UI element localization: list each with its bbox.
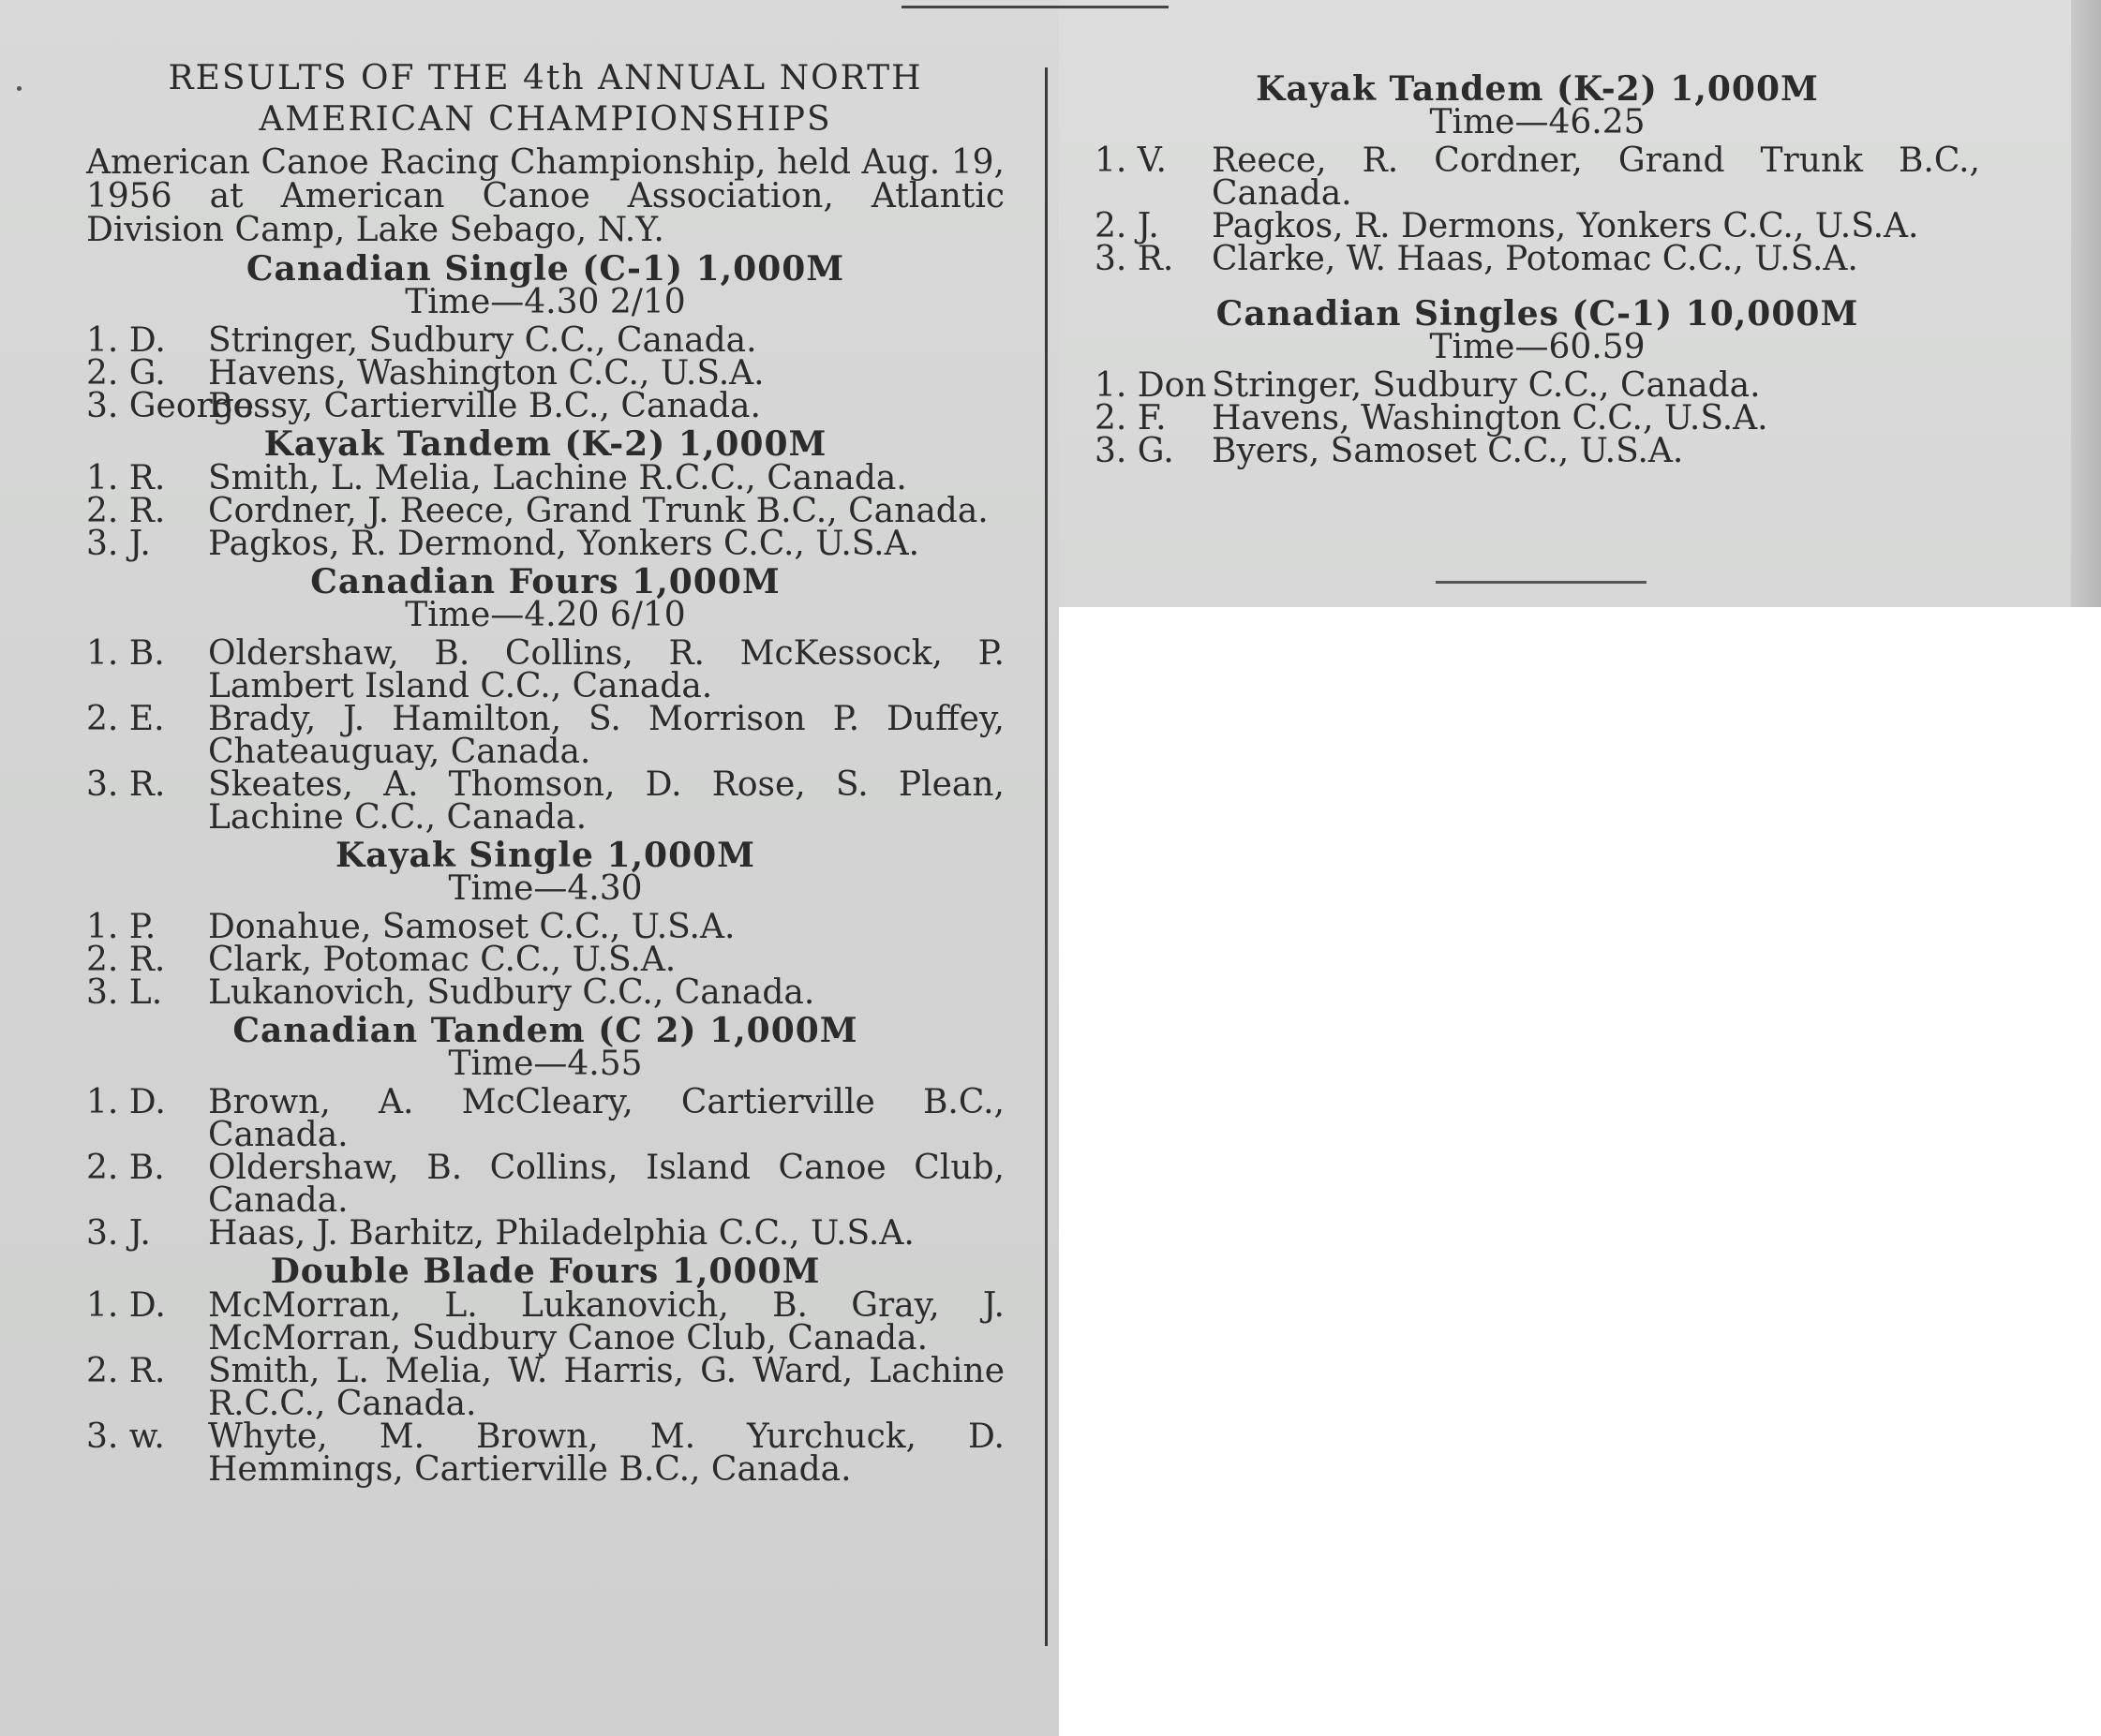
result-place: 1. D.: [86, 321, 166, 360]
intro-paragraph: American Canoe Racing Championship, held Aug. 19, 1956 at American Canoe Association, Atlantic Division Camp, Lake Sebago, N.Y.: [86, 143, 1005, 249]
top-rule: [901, 6, 1169, 8]
result-row: [86, 1352, 1005, 1423]
result-place: 3. R.: [1095, 240, 1174, 278]
page-title-line1: RESULTS OF THE 4th ANNUAL NORTH: [168, 59, 923, 97]
result-row: [86, 459, 1005, 497]
result-place: 3. George: [86, 387, 255, 425]
result-row: [86, 525, 1005, 563]
result-row: [1095, 141, 1980, 213]
speck: [17, 86, 22, 91]
result-text: Pagkos, R. Dermond, Yonkers C.C., U.S.A.: [208, 525, 920, 563]
event-time: Time—4.20 6/10: [405, 596, 686, 634]
result-place: 2. R.: [86, 1352, 166, 1390]
result-row: [86, 634, 1005, 705]
result-place: 2. B.: [86, 1149, 165, 1187]
result-text: Bossy, Cartierville B.C., Canada.: [208, 387, 761, 425]
result-text: Skeates, A. Thomson, D. Rose, S. Plean, Lachine C.C., Canada.: [208, 765, 1005, 837]
result-text: Clarke, W. Haas, Potomac C.C., U.S.A.: [1212, 240, 1858, 278]
event-title: Kayak Tandem (K-2) 1,000M: [1256, 69, 1819, 109]
result-place: 3. J.: [86, 525, 151, 563]
result-text: Brown, A. McCleary, Cartierville B.C., Canada.: [208, 1083, 1005, 1154]
result-place: 1. V.: [1095, 141, 1167, 180]
result-place: 2. E.: [86, 700, 165, 738]
result-text: Donahue, Samoset C.C., U.S.A.: [208, 908, 736, 946]
result-row: [86, 1149, 1005, 1220]
paper-edge: [2071, 0, 2101, 607]
result-place: 1. Don: [1095, 366, 1207, 405]
result-row: [1095, 432, 1980, 470]
result-place: 3. G.: [1095, 432, 1174, 470]
result-text: Byers, Samoset C.C., U.S.A.: [1212, 432, 1684, 470]
result-text: Smith, L. Melia, Lachine R.C.C., Canada.: [208, 459, 907, 497]
end-rule: [1436, 581, 1647, 584]
result-row: [86, 700, 1005, 771]
event-section: [86, 251, 1005, 423]
result-text: Pagkos, R. Dermons, Yonkers C.C., U.S.A.: [1212, 207, 1919, 245]
result-row: [86, 1286, 1005, 1358]
result-place: 3. L.: [86, 973, 163, 1012]
right-column: [1095, 67, 1980, 488]
result-place: 1. R.: [86, 459, 166, 497]
result-row: [86, 354, 1005, 393]
result-text: Lukanovich, Sudbury C.C., Canada.: [208, 973, 815, 1012]
event-section: [86, 1011, 1005, 1253]
column-divider: [1045, 67, 1048, 1646]
result-text: Reece, R. Cordner, Grand Trunk B.C., Canada.: [1212, 141, 1980, 213]
result-place: 3. w.: [86, 1417, 165, 1456]
result-text: Cordner, J. Reece, Grand Trunk B.C., Canada.: [208, 492, 989, 530]
result-place: 2. R.: [86, 492, 166, 530]
result-text: Havens, Washington C.C., U.S.A.: [1212, 399, 1768, 438]
result-place: 2. R.: [86, 941, 166, 979]
page-title-line2: AMERICAN CHAMPIONSHIPS: [259, 100, 832, 139]
result-place: 1. D.: [86, 1286, 166, 1325]
result-place: 1. B.: [86, 634, 165, 673]
result-place: 1. D.: [86, 1083, 166, 1121]
result-text: Stringer, Sudbury C.C., Canada.: [1212, 366, 1761, 405]
result-place: 1. P.: [86, 908, 156, 946]
result-text: Oldershaw, B. Collins, Island Canoe Club, Canada.: [208, 1149, 1005, 1220]
event-title: Canadian Tandem (C 2) 1,000M: [232, 1011, 858, 1050]
result-row: [1095, 366, 1980, 405]
event-title: Canadian Singles (C-1) 10,000M: [1215, 294, 1859, 334]
result-text: Whyte, M. Brown, M. Yurchuck, D. Hemmings, Cartierville B.C., Canada.: [208, 1417, 1005, 1489]
result-row: [86, 765, 1005, 837]
event-time: Time—4.55: [448, 1045, 643, 1083]
event-title: Canadian Fours 1,000M: [310, 562, 781, 601]
result-row: [86, 492, 1005, 530]
event-title: Kayak Tandem (K-2) 1,000M: [263, 424, 827, 464]
event-section: [1095, 294, 1980, 470]
event-section: [86, 562, 1005, 837]
event-title: Kayak Single 1,000M: [335, 836, 756, 875]
event-time: Time—4.30: [448, 869, 643, 908]
result-text: Haas, J. Barhitz, Philadelphia C.C., U.S.A.: [208, 1214, 915, 1253]
result-row: [1095, 207, 1980, 245]
result-place: 2. G.: [86, 354, 166, 393]
left-column: [86, 58, 1005, 1489]
event-section: [1095, 69, 1980, 278]
result-row: [86, 1083, 1005, 1154]
event-title: Canadian Single (C-1) 1,000M: [246, 249, 845, 289]
result-place: 3. J.: [86, 1214, 151, 1253]
result-text: Clark, Potomac C.C., U.S.A.: [208, 941, 677, 979]
result-row: [86, 387, 1005, 425]
event-section: [86, 836, 1005, 1012]
event-time: Time—46.25: [1429, 103, 1646, 141]
result-row: [86, 1417, 1005, 1489]
result-row: [1095, 399, 1980, 438]
event-section: [86, 424, 1005, 563]
result-row: [86, 941, 1005, 979]
result-text: Smith, L. Melia, W. Harris, G. Ward, Lachine R.C.C., Canada.: [208, 1352, 1005, 1423]
result-place: 2. F.: [1095, 399, 1167, 438]
result-text: Oldershaw, B. Collins, R. McKessock, P. Lambert Island C.C., Canada.: [208, 634, 1005, 705]
event-section: [86, 1252, 1005, 1489]
result-row: [86, 1214, 1005, 1253]
event-time: Time—60.59: [1429, 328, 1646, 366]
result-text: Havens, Washington C.C., U.S.A.: [208, 354, 765, 393]
result-place: 3. R.: [86, 765, 166, 804]
result-text: Stringer, Sudbury C.C., Canada.: [208, 321, 757, 360]
result-place: 2. J.: [1095, 207, 1159, 245]
event-title: Double Blade Fours 1,000M: [270, 1252, 821, 1291]
result-text: McMorran, L. Lukanovich, B. Gray, J. McMorran, Sudbury Canoe Club, Canada.: [208, 1286, 1005, 1358]
result-row: [86, 321, 1005, 360]
result-row: [86, 973, 1005, 1012]
result-text: Brady, J. Hamilton, S. Morrison P. Duffey, Chateauguay, Canada.: [208, 700, 1005, 771]
event-time: Time—4.30 2/10: [405, 283, 686, 321]
result-row: [86, 908, 1005, 946]
result-row: [1095, 240, 1980, 278]
